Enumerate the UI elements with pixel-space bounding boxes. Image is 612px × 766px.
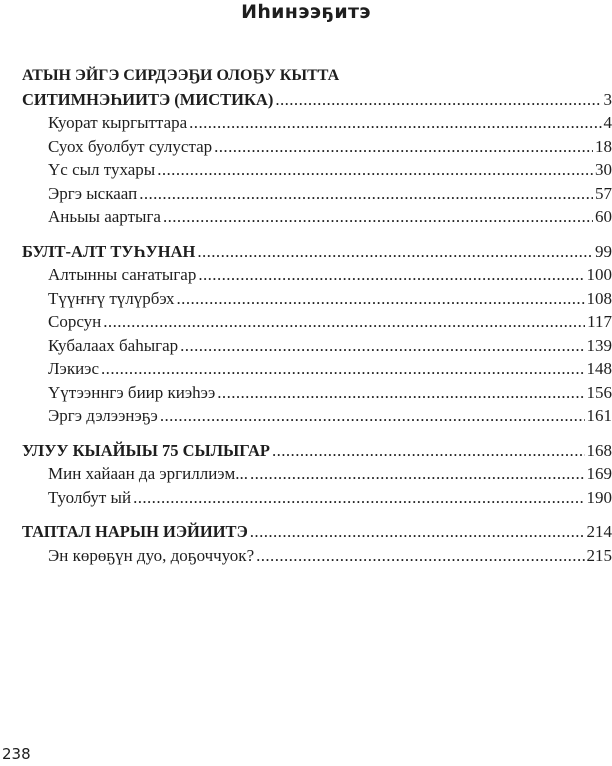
table-of-contents xyxy=(22,64,612,578)
page-number: 100 xyxy=(586,265,612,284)
toc-entry[interactable] xyxy=(22,357,612,381)
toc-entry[interactable] xyxy=(22,310,612,334)
page-number: 156 xyxy=(586,382,612,402)
section-heading: БУЛТ-АЛТ ТУҺУНАН xyxy=(22,241,196,261)
page-number: 148 xyxy=(586,359,612,378)
toc-entry[interactable] xyxy=(22,135,612,159)
entry-title: Эргэ ыскаап xyxy=(48,183,138,203)
entry-title: Эргэ дэлээнэҕэ xyxy=(48,406,158,425)
toc-entry[interactable] xyxy=(22,182,612,206)
dot-leader xyxy=(180,334,584,358)
dot-leader xyxy=(250,462,585,486)
page-number: 190 xyxy=(586,487,612,507)
toc-section-heading[interactable] xyxy=(22,439,612,463)
dot-leader xyxy=(163,205,593,229)
dot-leader xyxy=(139,182,593,206)
toc-section-hunting xyxy=(22,240,612,428)
toc-entry[interactable] xyxy=(22,381,612,405)
toc-section-heading[interactable] xyxy=(22,240,612,264)
dot-leader xyxy=(197,240,593,264)
toc-entry[interactable] xyxy=(22,486,612,510)
entry-title: Куорат кыргыттара xyxy=(48,113,188,132)
page-number: 4 xyxy=(603,113,612,132)
toc-section-mystic xyxy=(22,64,612,229)
entry-title: Эн көрөҕүн дуо, доҕоччуок? xyxy=(48,545,255,565)
entry-title: Кубалаах баһыгар xyxy=(48,335,179,355)
entry-title: Сорсун xyxy=(48,312,102,331)
dot-leader xyxy=(160,404,585,428)
section-heading: УЛУУ КЫАЙЫЫ 75 СЫЛЫГАР xyxy=(22,440,270,460)
toc-section-heading[interactable] xyxy=(22,520,612,544)
dot-leader xyxy=(177,287,585,311)
toc-entry[interactable] xyxy=(22,158,612,182)
entry-title: Лэкиэс xyxy=(48,359,100,378)
toc-entry[interactable] xyxy=(22,263,612,287)
toc-section-heading[interactable] xyxy=(22,88,612,112)
toc-section-love xyxy=(22,520,612,567)
dot-leader xyxy=(256,544,584,568)
page-number: 57 xyxy=(595,183,612,203)
toc-entry[interactable] xyxy=(22,111,612,135)
dot-leader xyxy=(101,357,584,381)
toc-entry[interactable] xyxy=(22,544,612,568)
page-number: 161 xyxy=(586,406,612,425)
page-title: Иһинээҕитэ xyxy=(241,1,371,23)
dot-leader xyxy=(157,158,593,182)
entry-title: Мин хайаан да эргиллиэм... xyxy=(48,464,248,483)
dot-leader xyxy=(250,520,585,544)
page-number: 117 xyxy=(587,312,612,331)
dot-leader xyxy=(214,135,593,159)
toc-section-victory xyxy=(22,439,612,510)
section-heading: СИТИМНЭҺИИТЭ (МИСТИКА) xyxy=(22,89,274,109)
toc-entry[interactable] xyxy=(22,404,612,428)
entry-title: Туолбут ый xyxy=(48,487,132,507)
page-number: 108 xyxy=(586,288,612,308)
page-number: 214 xyxy=(586,522,612,541)
page-folio-number: 238 xyxy=(2,745,31,763)
dot-leader xyxy=(198,263,584,287)
entry-title: Түүҥҥү түлүрбэх xyxy=(48,288,175,308)
page-number: 60 xyxy=(595,207,612,226)
toc-entry[interactable] xyxy=(22,205,612,229)
page-number: 139 xyxy=(586,335,612,355)
entry-title: Үүтээннгэ биир киэһээ xyxy=(48,382,216,402)
dot-leader xyxy=(189,111,601,135)
toc-entry[interactable] xyxy=(22,287,612,311)
toc-entry[interactable] xyxy=(22,334,612,358)
dot-leader xyxy=(217,381,584,405)
page-number: 18 xyxy=(595,136,612,156)
page-number: 168 xyxy=(586,440,612,460)
dot-leader xyxy=(133,486,584,510)
dot-leader xyxy=(275,88,601,112)
page-number: 99 xyxy=(595,241,612,261)
section-heading: ТАПТАЛ НАРЫН ИЭЙИИТЭ xyxy=(22,522,248,541)
page-number: 3 xyxy=(603,89,612,109)
dot-leader xyxy=(272,439,585,463)
entry-title: Алтынны саҥатыгар xyxy=(48,265,197,284)
entry-title: Суох буолбут сулустар xyxy=(48,136,213,156)
dot-leader xyxy=(103,310,585,334)
entry-title: Аньыы аартыга xyxy=(48,207,161,226)
page-number: 169 xyxy=(586,464,612,483)
toc-entry[interactable] xyxy=(22,462,612,486)
section-heading-line: АТЫН ЭЙГЭ СИРДЭЭҔИ ОЛОҔУ КЫТТА xyxy=(22,67,340,84)
page-number: 30 xyxy=(595,160,612,179)
page-number: 215 xyxy=(586,545,612,565)
entry-title: Үс сыл тухары xyxy=(48,160,156,179)
